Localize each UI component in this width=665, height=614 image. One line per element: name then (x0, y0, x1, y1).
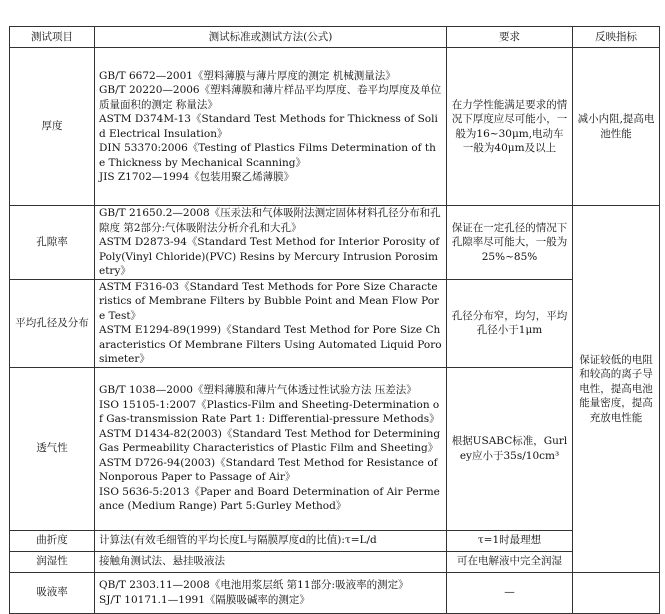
table-row (10, 279, 660, 367)
requirement-cell: 孔径分布窄，均匀，平均孔径小于1μm (447, 279, 573, 367)
requirement-cell: 在力学性能满足要求的情况下厚度应尽可能小，一般为16~30μm,电动车一般为40μm及以上 (447, 48, 573, 206)
standard-line: ASTM E1294-89(1999)《Standard Test Method for Pore Size Characteristics Of Membrane Filters Using Automated Liquid Porosimeter》 (99, 324, 442, 365)
standard-line: JIS Z1702—1994《包装用聚乙烯薄膜》 (99, 171, 295, 183)
table-row (10, 572, 660, 613)
requirement-cell: 根据USABC标准，Gurley应小于35s/10cm³ (447, 367, 573, 530)
standard-line: 接触角测试法、悬挂吸液法 (99, 555, 225, 568)
table-row (10, 551, 660, 572)
item-porosity: 孔隙率 (10, 206, 95, 280)
standard-line: SJ/T 10171.1—1991《隔膜吸碱率的测定》 (99, 593, 310, 606)
header-test-item: 测试项目 (10, 27, 95, 48)
standard-line: GB/T 6672—2001《塑料薄膜与薄片厚度的测定 机械测量法》 (99, 69, 396, 82)
standard-line: 计算法(有效毛细管的平均长度L与隔膜厚度d的比值):τ=L/d (99, 534, 377, 547)
standard-line: GB/T 21650.2—2008《压汞法和气体吸附法测定固体材料孔径分布和孔隙度 第2部分:气体吸附法分析介孔和大孔》 (99, 207, 441, 234)
table-row (10, 530, 660, 551)
item-pore-size: 平均孔径及分布 (10, 279, 95, 367)
item-tortuosity: 曲折度 (10, 530, 95, 551)
standard-line: DIN 53370:2006《Testing of Plastics Films Determination of the Thickness by Mechanical Scanning》 (99, 142, 436, 169)
table-header-row (10, 27, 660, 48)
table-row (10, 48, 660, 206)
standards-cell (95, 367, 447, 530)
standard-line: QB/T 2303.11—2008《电池用浆层纸 第11部分:吸液率的测定》 (99, 579, 409, 591)
standard-line: ASTM D726-94(2003)《Standard Test Method for Resistance of Nonporous Paper to Passage of Air》 (99, 456, 438, 484)
standards-cell (95, 572, 447, 613)
standard-line: ASTM D1434-82(2003)《Standard Test Method for Determining Gas Permeability Characteristics of Plastic Film and Sheeting》 (99, 427, 441, 455)
header-indicator: 反映指标 (573, 27, 660, 48)
header-requirement: 要求 (447, 27, 573, 48)
item-wettability: 润湿性 (10, 551, 95, 572)
indicator-cell-merged: 保证较低的电阻和较高的离子导电性，提高电池能量密度，提高充放电性能 (573, 206, 660, 573)
standard-line: GB/T 1038—2000《塑料薄膜和薄片气体透过性试验方法 压差法》 (99, 384, 417, 397)
requirement-cell: — (447, 572, 573, 613)
table-row (10, 206, 660, 280)
standard-line: ASTM F316-03《Standard Test Methods for Pore Size Characteristics of Membrane Filters by Bubble Point and Mean Flow Pore Test》 (99, 280, 440, 322)
standards-cell (95, 48, 447, 206)
standards-cell (95, 530, 447, 551)
standards-cell (95, 551, 447, 572)
standards-cell (95, 279, 447, 367)
standard-line: ISO 15105-1:2007《Plastics-Film and Sheeting-Determination of Gas-transmission Rate Part 1: Differential-pressure Methods》 (99, 398, 440, 426)
table-row (10, 367, 660, 530)
standard-line: ASTM D2873-94《Standard Test Method for Interior Porosity of Poly(Vinyl Chloride)(PVC) Resins by Mercury Intrusion Porosimetry》 (99, 236, 440, 277)
requirement-cell: 保证在一定孔径的情况下孔隙率尽可能大，一般为25%~85% (447, 206, 573, 280)
indicator-cell: 减小内阻,提高电池性能 (573, 48, 660, 206)
requirement-cell: 可在电解液中完全润湿 (447, 551, 573, 572)
standard-line: ISO 5636-5:2013《Paper and Board Determination of Air Permeance (Medium Range) Part 5:Gurley Method》 (99, 485, 440, 513)
item-absorption: 吸液率 (10, 572, 95, 613)
indicator-cell-empty (573, 572, 660, 613)
standard-line: ASTM D374M-13《Standard Test Methods for Thickness of Solid Electrical Insulation》 (99, 113, 438, 140)
requirement-cell: τ=1时最理想 (447, 530, 573, 551)
standards-cell (95, 206, 447, 280)
header-standard: 测试标准或测试方法(公式) (95, 27, 447, 48)
separator-test-standards-table (9, 26, 660, 614)
item-permeability: 透气性 (10, 367, 95, 530)
item-thickness: 厚度 (10, 48, 95, 206)
standard-line: GB/T 20220—2006《塑料薄膜和薄片样品平均厚度、卷平均厚度及单位质量面积的测定 称量法》 (99, 84, 442, 111)
